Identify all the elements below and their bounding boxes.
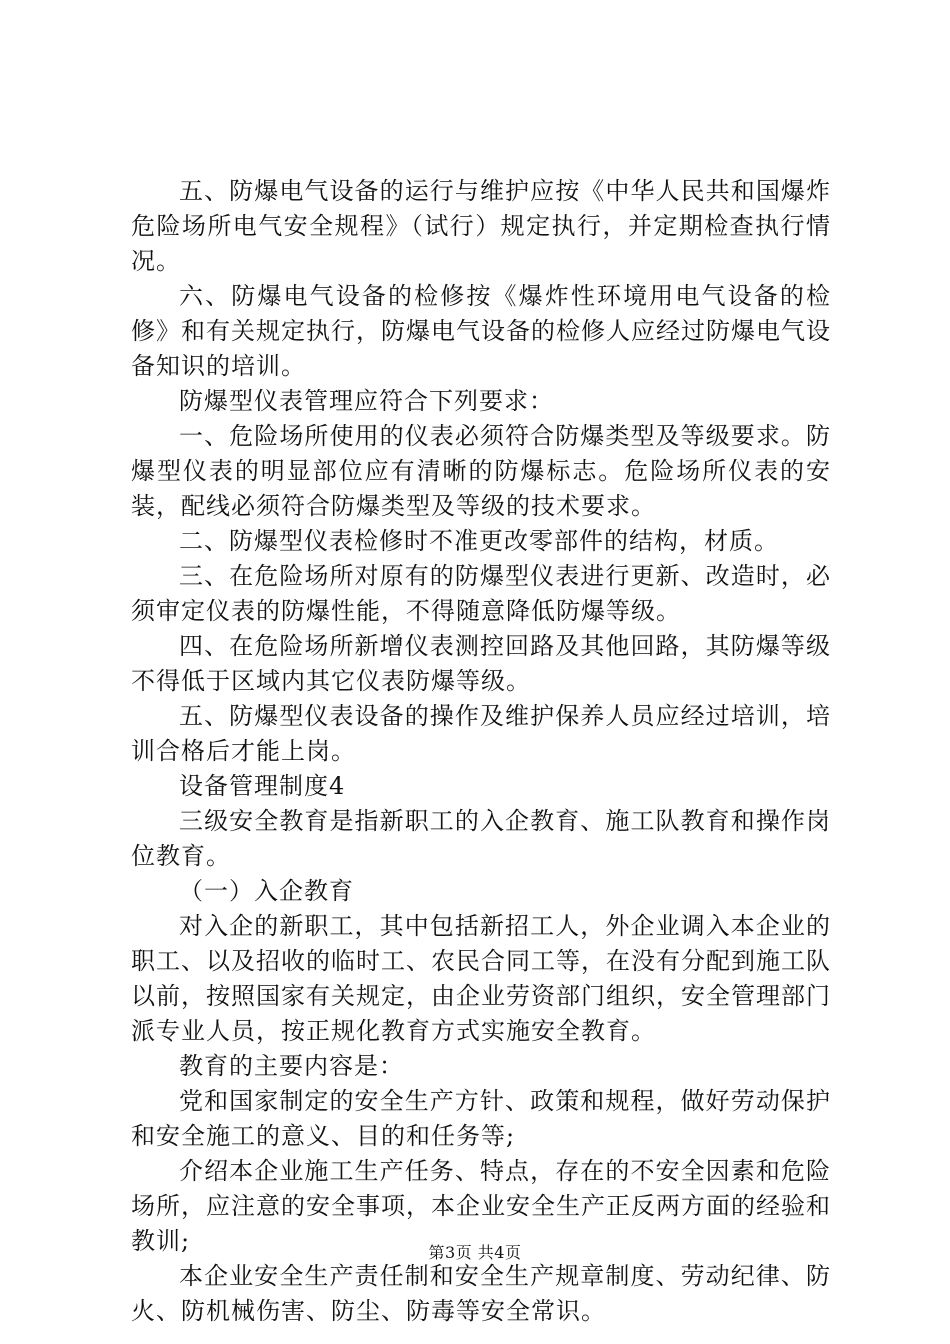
paragraph: 教育的主要内容是： — [179, 1052, 404, 1080]
paragraph: 二、防爆型仪表检修时不准更改零部件的结构，材质。 — [179, 527, 779, 555]
page-number-footer: 第3页 共4页 — [428, 1243, 522, 1262]
paragraph: 对入企的新职工，其中包括新招工人，外企业调入本企业的职工、以及招收的临时工、农民合同工等，在没有分配到施工队以前，按照国家有关规定，由企业劳资部门组织，安全管理部门派专业人员，按正规化教育方式实施安全教育。 — [131, 912, 831, 1045]
paragraph: 五、防爆电气设备的运行与维护应按《中华人民共和国爆炸危险场所电气安全规程》（试行）规定执行，并定期检查执行情况。 — [131, 177, 831, 275]
paragraph: 五、防爆型仪表设备的操作及维护保养人员应经过培训，培训合格后才能上岗。 — [131, 702, 831, 765]
section-heading: 设备管理制度4 — [179, 772, 346, 800]
paragraph: 六、防爆电气设备的检修按《爆炸性环境用电气设备的检修》和有关规定执行，防爆电气设备的检修人应经过防爆电气设备知识的培训。 — [131, 282, 831, 380]
paragraph: 党和国家制定的安全生产方针、政策和规程，做好劳动保护和安全施工的意义、目的和任务等; — [131, 1087, 831, 1150]
document-body — [131, 174, 831, 1329]
paragraph: 防爆型仪表管理应符合下列要求： — [179, 387, 554, 415]
paragraph: 一、危险场所使用的仪表必须符合防爆类型及等级要求。防爆型仪表的明显部位应有清晰的防爆标志。危险场所仪表的安装，配线必须符合防爆类型及等级的技术要求。 — [131, 422, 831, 520]
paragraph: 四、在危险场所新增仪表测控回路及其他回路，其防爆等级不得低于区域内其它仪表防爆等级。 — [131, 632, 831, 695]
subsection-heading: （一）入企教育 — [179, 877, 354, 905]
paragraph: 本企业安全生产责任制和安全生产规章制度、劳动纪律、防火、防机械伤害、防尘、防毒等安全常识。 — [131, 1262, 831, 1325]
paragraph: 三级安全教育是指新职工的入企教育、施工队教育和操作岗位教育。 — [131, 807, 831, 870]
paragraph: 三、在危险场所对原有的防爆型仪表进行更新、改造时，必须审定仪表的防爆性能，不得随意降低防爆等级。 — [131, 562, 831, 625]
paragraph: 介绍本企业施工生产任务、特点，存在的不安全因素和危险场所，应注意的安全事项，本企业安全生产正反两方面的经验和教训; — [131, 1157, 831, 1255]
